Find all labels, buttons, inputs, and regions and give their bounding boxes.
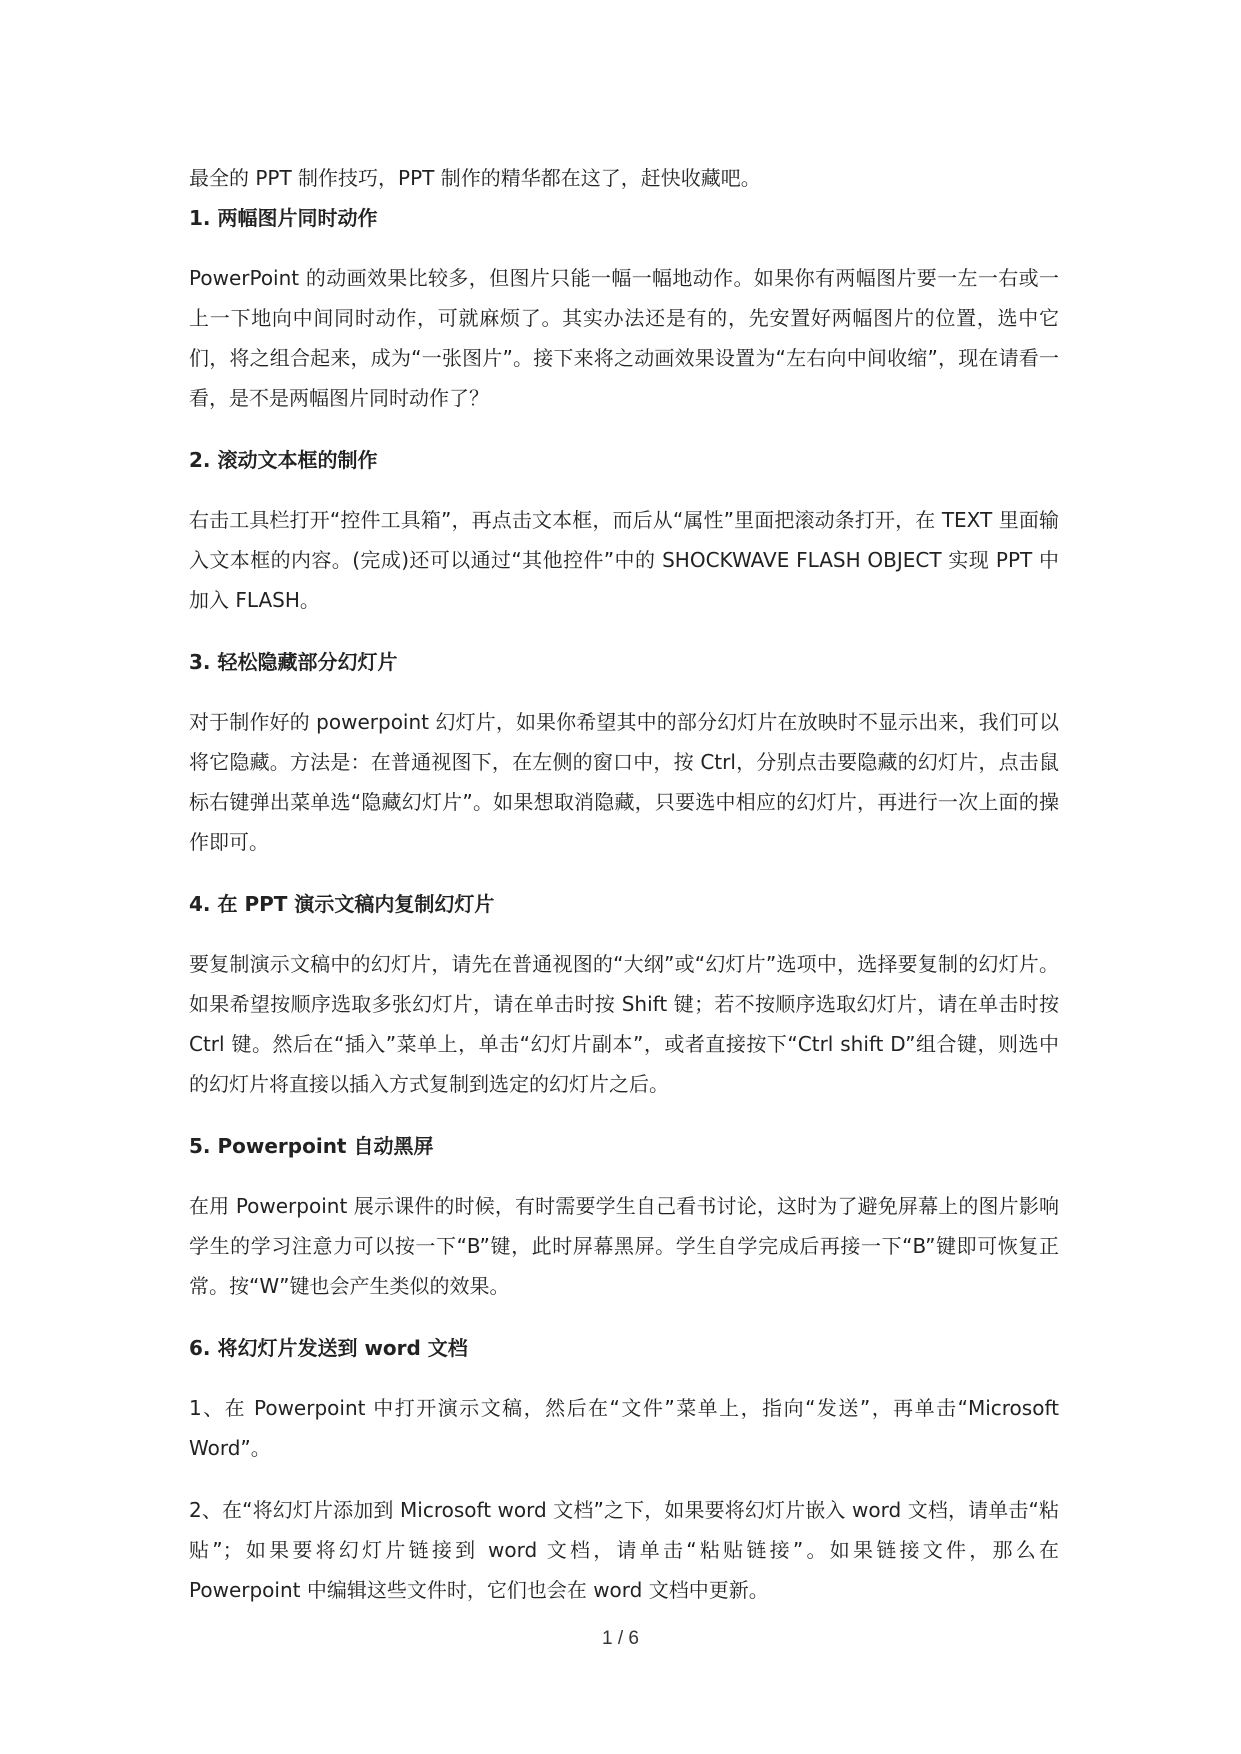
- section-paragraph: PowerPoint 的动画效果比较多，但图片只能一幅一幅地动作。如果你有两幅图片要一左一右或一上一下地向中间同时动作，可就麻烦了。其实办法还是有的，先安置好两幅图片的位置，选中它们，将之组合起来，成为“一张图片”。接下来将之动画效果设置为“左右向中间收缩”，现在请看一看，是不是两幅图片同时动作了？: [189, 266, 1059, 410]
- section-heading: 5. Powerpoint 自动黑屏: [189, 1134, 434, 1158]
- section-paragraph: 右击工具栏打开“控件工具箱”，再点击文本框，而后从“属性”里面把滚动条打开，在 TEXT 里面输入文本框的内容。(完成)还可以通过“其他控件”中的 SHOCKWAVE FLASH OBJECT 实现 PPT 中加入 FLASH。: [189, 508, 1059, 612]
- section-4: [189, 884, 1059, 1104]
- section-6: [189, 1328, 1059, 1610]
- section-paragraph: 2、在“将幻灯片添加到 Microsoft word 文档”之下，如果要将幻灯片嵌入 word 文档，请单击“粘贴”；如果要将幻灯片链接到 word 文档，请单击“粘贴链接”。如果链接文件，那么在 Powerpoint 中编辑这些文件时，它们也会在 word 文档中更新。: [189, 1498, 1059, 1602]
- section-heading: 3. 轻松隐藏部分幻灯片: [189, 650, 398, 674]
- section-paragraph: 1、在 Powerpoint 中打开演示文稿，然后在“文件”菜单上，指向“发送”，再单击“Microsoft Word”。: [189, 1396, 1059, 1460]
- section-paragraph: 要复制演示文稿中的幻灯片，请先在普通视图的“大纲”或“幻灯片”选项中，选择要复制的幻灯片。如果希望按顺序选取多张幻灯片，请在单击时按 Shift 键；若不按顺序选取幻灯片，请在单击时按 Ctrl 键。然后在“插入”菜单上，单击“幻灯片副本”，或者直接按下“Ctrl shift D”组合键，则选中的幻灯片将直接以插入方式复制到选定的幻灯片之后。: [189, 952, 1059, 1096]
- section-1: [189, 198, 1059, 418]
- document-body: [189, 158, 1059, 1632]
- section-heading: 4. 在 PPT 演示文稿内复制幻灯片: [189, 892, 495, 916]
- section-2: [189, 440, 1059, 620]
- section-paragraph: 对于制作好的 powerpoint 幻灯片，如果你希望其中的部分幻灯片在放映时不显示出来，我们可以将它隐藏。方法是：在普通视图下，在左侧的窗口中，按 Ctrl，分别点击要隐藏的幻灯片，点击鼠标右键弹出菜单选“隐藏幻灯片”。如果想取消隐藏，只要选中相应的幻灯片，再进行一次上面的操作即可。: [189, 710, 1059, 854]
- page-number: 1 / 6: [602, 1628, 639, 1649]
- section-5: [189, 1126, 1059, 1306]
- section-3: [189, 642, 1059, 862]
- section-heading: 2. 滚动文本框的制作: [189, 448, 378, 472]
- section-heading: 6. 将幻灯片发送到 word 文档: [189, 1336, 468, 1360]
- section-heading: 1. 两幅图片同时动作: [189, 206, 378, 230]
- section-paragraph: 在用 Powerpoint 展示课件的时候，有时需要学生自己看书讨论，这时为了避免屏幕上的图片影响学生的学习注意力可以按一下“B”键，此时屏幕黑屏。学生自学完成后再接一下“B”键即可恢复正常。按“W”键也会产生类似的效果。: [189, 1194, 1059, 1298]
- intro-line: 最全的 PPT 制作技巧，PPT 制作的精华都在这了，赶快收藏吧。: [189, 166, 761, 190]
